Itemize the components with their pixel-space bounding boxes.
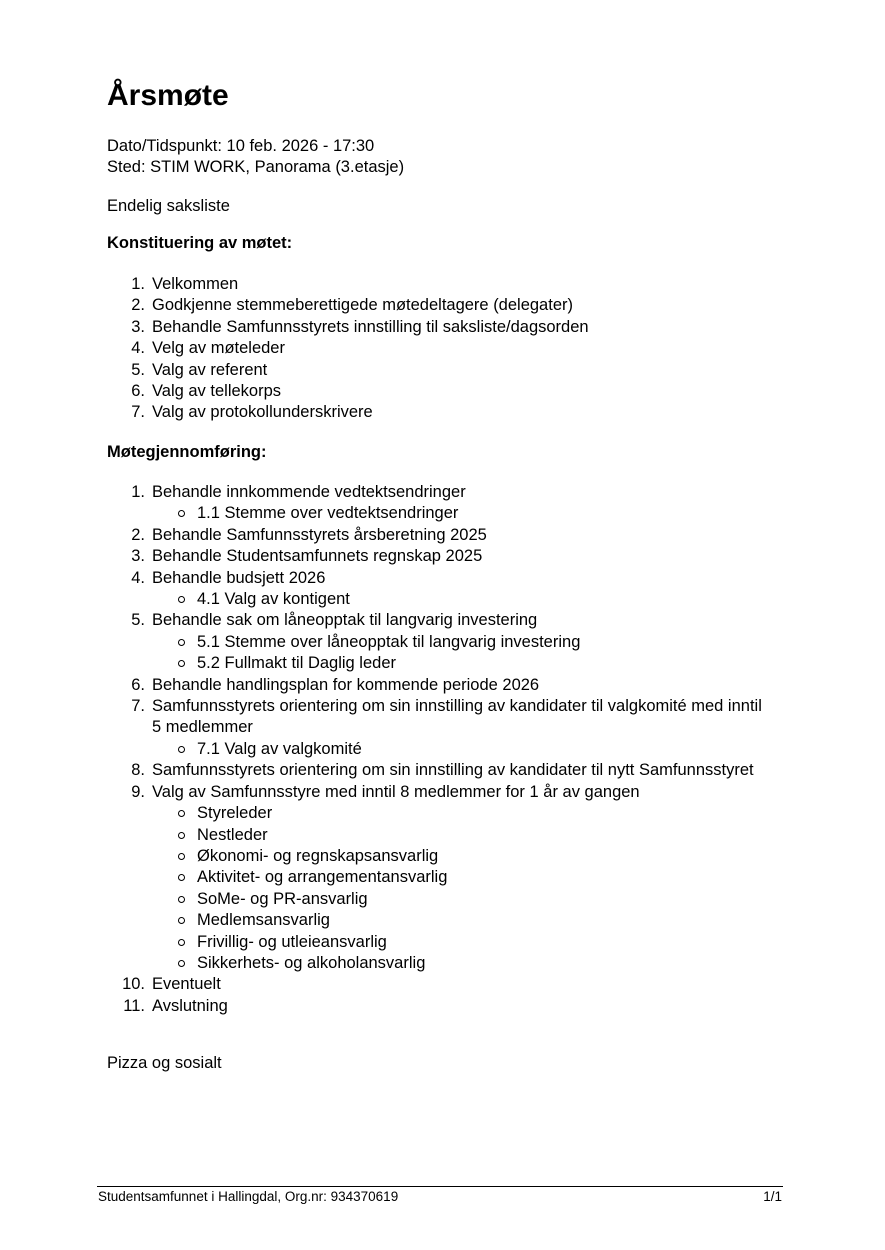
agenda-item (107, 525, 767, 546)
agenda-item-number: 5. (131, 360, 145, 379)
agenda-sublist (152, 589, 767, 610)
agenda-item-number: 6. (131, 675, 145, 694)
circle-bullet-icon (178, 596, 185, 603)
section-heading-constitution: Konstituering av møtet: (107, 234, 293, 252)
agenda-item-number: 9. (131, 782, 145, 801)
agenda-subitem (152, 503, 767, 524)
agenda-subitem (152, 739, 767, 760)
agenda-subitem-text: Nestleder (197, 825, 268, 844)
agenda-item-text: Godkjenne stemmeberettigede møtedeltagere (delegater) (152, 296, 573, 315)
agenda-subitem (152, 867, 767, 888)
agenda-subitem-text: Økonomi- og regnskapsansvarlig (197, 846, 439, 865)
agenda-subitem-text: 1.1 Stemme over vedtektsendringer (197, 504, 459, 523)
footer-organization: Studentsamfunnet i Hallingdal, Org.nr: 934370619 (98, 1189, 399, 1204)
agenda-sublist (152, 739, 767, 760)
agenda-item (107, 402, 767, 423)
agenda-item (107, 317, 767, 338)
agenda-subitem-text: 5.1 Stemme over låneopptak til langvarig investering (197, 632, 581, 651)
agenda-subitem-text: Styreleder (197, 804, 273, 823)
agenda-item-text: Samfunnsstyrets orientering om sin innstilling av kandidater til nytt Samfunnsstyret (152, 761, 754, 780)
agenda-item (107, 568, 767, 611)
agenda-subitem-text: SoMe- og PR-ansvarlig (197, 889, 368, 908)
agenda-item (107, 338, 767, 359)
agenda-subitem-text: Medlemsansvarlig (197, 911, 330, 930)
circle-bullet-icon (178, 660, 185, 667)
section-heading-execution: Møtegjennomføring: (107, 443, 267, 461)
agenda-item-text: Valg av protokollunderskrivere (152, 403, 373, 422)
agenda-item (107, 274, 767, 295)
agenda-subitem (152, 632, 767, 653)
circle-bullet-icon (178, 746, 185, 753)
agenda-item (107, 482, 767, 525)
footer-divider (97, 1186, 783, 1187)
agenda-item (107, 760, 767, 781)
circle-bullet-icon (178, 810, 185, 817)
document-title: Årsmøte (107, 79, 229, 112)
agenda-item-text: Behandle budsjett 2026 (152, 568, 326, 587)
agenda-item (107, 974, 767, 995)
circle-bullet-icon (178, 639, 185, 646)
agenda-subitem-text: 4.1 Valg av kontigent (197, 590, 350, 609)
agenda-item (107, 610, 767, 674)
agenda-item-text: Valg av referent (152, 360, 268, 379)
meeting-location: Sted: STIM WORK, Panorama (3.etasje) (107, 158, 405, 176)
agenda-subitem-text: 7.1 Valg av valgkomité (197, 739, 362, 758)
agenda-label: Endelig saksliste (107, 197, 230, 215)
agenda-item-number: 5. (131, 611, 145, 630)
circle-bullet-icon (178, 896, 185, 903)
agenda-item-text: Behandle innkommende vedtektsendringer (152, 483, 466, 501)
agenda-subitem-text: Frivillig- og utleieansvarlig (197, 932, 387, 951)
agenda-item-text: Velkommen (152, 275, 239, 293)
agenda-subitem (152, 653, 767, 674)
agenda-item (107, 675, 767, 696)
agenda-subitem-text: Aktivitet- og arrangementansvarlig (197, 868, 448, 887)
agenda-subitem (152, 932, 767, 953)
circle-bullet-icon (178, 832, 185, 839)
agenda-item-number: 2. (131, 296, 145, 315)
agenda-item-number: 11. (123, 996, 145, 1015)
agenda-item-text: Valg av Samfunnsstyre med inntil 8 medlemmer for 1 år av gangen (152, 782, 640, 801)
agenda-sublist (152, 803, 767, 974)
agenda-subitem (152, 846, 767, 867)
agenda-item (107, 295, 767, 316)
agenda-item-number: 1. (131, 275, 145, 293)
agenda-item (107, 996, 767, 1017)
agenda-item-number: 3. (131, 547, 145, 566)
agenda-subitem (152, 910, 767, 931)
agenda-item-number: 4. (131, 339, 145, 358)
circle-bullet-icon (178, 960, 185, 967)
agenda-item-text: Velg av møteleder (152, 339, 285, 358)
circle-bullet-icon (178, 917, 185, 924)
agenda-item-text: Avslutning (152, 996, 228, 1015)
agenda-item-text: Behandle Studentsamfunnets regnskap 2025 (152, 547, 483, 566)
agenda-sublist (152, 632, 767, 675)
agenda-subitem-text: 5.2 Fullmakt til Daglig leder (197, 654, 396, 673)
agenda-item-text: Behandle Samfunnsstyrets årsberetning 2025 (152, 525, 487, 544)
agenda-item-text: Samfunnsstyrets orientering om sin innstilling av kandidater til valgkomité med inntil 5 medlemmer (152, 697, 762, 737)
agenda-item-number: 7. (131, 403, 145, 422)
agenda-subitem (152, 589, 767, 610)
agenda-item-number: 3. (131, 317, 145, 336)
agenda-item-number: 6. (131, 382, 145, 401)
agenda-subitem (152, 803, 767, 824)
agenda-sublist (152, 503, 767, 524)
circle-bullet-icon (178, 874, 185, 881)
agenda-item (107, 360, 767, 381)
agenda-item-text: Eventuelt (152, 975, 221, 994)
agenda-subitem (152, 889, 767, 910)
agenda-subitem-text: Sikkerhets- og alkoholansvarlig (197, 953, 426, 972)
agenda-subitem (152, 825, 767, 846)
meeting-meta (107, 136, 404, 178)
agenda-item (107, 381, 767, 402)
closing-text: Pizza og sosialt (107, 1054, 222, 1072)
agenda-item-number: 4. (131, 568, 145, 587)
agenda-item-text: Valg av tellekorps (152, 382, 282, 401)
agenda-item (107, 782, 767, 975)
circle-bullet-icon (178, 853, 185, 860)
agenda-item-text: Behandle Samfunnsstyrets innstilling til saksliste/dagsorden (152, 317, 589, 336)
agenda-item-number: 10. (122, 975, 145, 994)
agenda-item-number: 8. (131, 761, 145, 780)
meeting-datetime: Dato/Tidspunkt: 10 feb. 2026 - 17:30 (107, 137, 375, 155)
agenda-item-number: 1. (131, 483, 145, 501)
footer-page-number: 1/1 (763, 1189, 782, 1204)
agenda-item (107, 696, 767, 760)
agenda-subitem (152, 953, 767, 974)
circle-bullet-icon (178, 510, 185, 517)
agenda-item-number: 2. (131, 525, 145, 544)
agenda-item-number: 7. (131, 697, 145, 716)
agenda-item (107, 546, 767, 567)
constitution-list (107, 274, 767, 424)
circle-bullet-icon (178, 939, 185, 946)
agenda-item-text: Behandle sak om låneopptak til langvarig investering (152, 611, 538, 630)
agenda-item-text: Behandle handlingsplan for kommende periode 2026 (152, 675, 540, 694)
execution-list (107, 482, 767, 1017)
